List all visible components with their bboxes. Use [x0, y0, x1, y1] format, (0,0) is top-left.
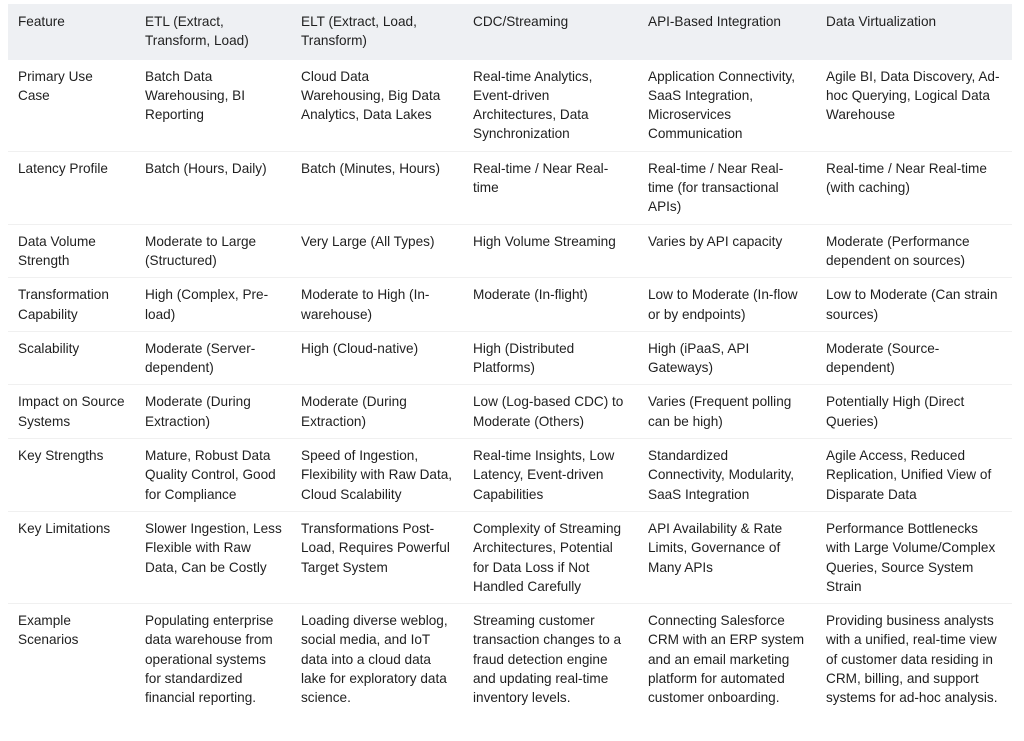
cell-elt: Speed of Ingestion, Flexibility with Raw Data, Cloud Scalability	[301, 448, 453, 502]
cell-etl: Batch Data Warehousing, BI Reporting	[145, 68, 245, 123]
table-row	[8, 60, 1012, 152]
cell-etl: Populating enterprise data warehouse from operational systems for standardized financial reporting.	[145, 613, 274, 706]
cell-etl: Mature, Robust Data Quality Control, Good for Compliance	[145, 448, 276, 502]
cell-api: High (iPaaS, API Gateways)	[648, 340, 750, 376]
table-header	[8, 4, 1012, 60]
comparison-table-container	[8, 4, 1012, 715]
cell-elt: Moderate (During Extraction)	[301, 394, 407, 429]
row-feature: Impact on Source Systems	[18, 394, 125, 429]
cell-cdc: Complexity of Streaming Architectures, Potential for Data Loss if Not Handled Carefully	[473, 520, 622, 594]
row-feature: Key Strengths	[18, 448, 104, 464]
cell-elt: Transformations Post-Load, Requires Powerful Target System	[301, 520, 450, 575]
cell-elt: Cloud Data Warehousing, Big Data Analytics, Data Lakes	[301, 68, 441, 123]
row-feature: Example Scenarios	[18, 613, 79, 648]
cell-virtualization: Moderate (Performance dependent on sources)	[826, 233, 970, 268]
cell-cdc: High Volume Streaming	[473, 233, 616, 249]
table-row	[8, 151, 1012, 224]
table-row	[8, 385, 1012, 439]
cell-virtualization: Real-time / Near Real-time (with caching)	[826, 160, 987, 196]
cell-cdc: Moderate (In-flight)	[473, 287, 588, 303]
integration-comparison-table	[8, 4, 1012, 715]
cell-cdc: Real-time Insights, Low Latency, Event-driven Capabilities	[473, 448, 615, 502]
cell-etl: Moderate (During Extraction)	[145, 394, 251, 429]
table-row	[8, 439, 1012, 512]
header-elt: ELT (Extract, Load, Transform)	[301, 14, 417, 49]
cell-cdc: Low (Log-based CDC) to Moderate (Others)	[473, 394, 624, 429]
header-api-integration: API-Based Integration	[648, 14, 781, 29]
cell-virtualization: Potentially High (Direct Queries)	[826, 394, 965, 429]
header-row	[8, 4, 1012, 60]
cell-virtualization: Moderate (Source-dependent)	[826, 340, 940, 376]
header-data-virtualization: Data Virtualization	[826, 14, 937, 29]
cell-api: Low to Moderate (In-flow or by endpoints)	[648, 287, 798, 322]
cell-etl: Moderate to Large (Structured)	[145, 233, 257, 268]
table-row	[8, 224, 1012, 278]
cell-virtualization: Agile BI, Data Discovery, Ad-hoc Querying, Logical Data Warehouse	[826, 68, 1000, 123]
cell-cdc: Real-time Analytics, Event-driven Architectures, Data Synchronization	[473, 68, 593, 142]
cell-api: Standardized Connectivity, Modularity, SaaS Integration	[648, 448, 795, 502]
cell-elt: Batch (Minutes, Hours)	[301, 160, 441, 176]
table-row	[8, 604, 1012, 715]
header-etl: ETL (Extract, Transform, Load)	[145, 14, 249, 49]
row-feature: Data Volume Strength	[18, 233, 96, 268]
header-cdc-streaming: CDC/Streaming	[473, 14, 569, 29]
row-feature: Transformation Capability	[18, 287, 109, 322]
cell-cdc: Streaming customer transaction changes to a fraud detection engine and updating real-time inventory levels.	[473, 613, 622, 706]
cell-cdc: High (Distributed Platforms)	[473, 340, 575, 376]
cell-api: Varies by API capacity	[648, 233, 783, 249]
cell-api: Real-time / Near Real-time (for transactional APIs)	[648, 160, 784, 215]
cell-api: Connecting Salesforce CRM with an ERP system and an email marketing platform for automated customer onboarding.	[648, 613, 805, 706]
table-body	[8, 60, 1012, 715]
cell-elt: High (Cloud-native)	[301, 340, 419, 356]
cell-etl: High (Complex, Pre-load)	[145, 287, 269, 322]
cell-elt: Loading diverse weblog, social media, and IoT data into a cloud data lake for exploratory data science.	[301, 613, 448, 706]
cell-api: API Availability & Rate Limits, Governance of Many APIs	[648, 520, 783, 575]
header-feature: Feature	[18, 14, 65, 29]
cell-virtualization: Agile Access, Reduced Replication, Unified View of Disparate Data	[826, 448, 992, 502]
row-feature: Primary Use Case	[18, 68, 93, 103]
cell-api: Application Connectivity, SaaS Integration, Microservices Communication	[648, 68, 796, 142]
cell-elt: Very Large (All Types)	[301, 233, 435, 249]
cell-elt: Moderate to High (In-warehouse)	[301, 287, 430, 322]
row-feature: Latency Profile	[18, 160, 108, 176]
cell-virtualization: Providing business analysts with a unified, real-time view of customer data residing in CRM, billing, and support systems for ad-hoc analysis.	[826, 613, 998, 706]
row-feature: Key Limitations	[18, 520, 111, 536]
cell-api: Varies (Frequent polling can be high)	[648, 394, 792, 429]
cell-etl: Slower Ingestion, Less Flexible with Raw Data, Can be Costly	[145, 520, 282, 575]
cell-virtualization: Performance Bottlenecks with Large Volume/Complex Queries, Source System Strain	[826, 520, 996, 594]
cell-etl: Moderate (Server-dependent)	[145, 340, 256, 376]
cell-cdc: Real-time / Near Real-time	[473, 160, 609, 196]
table-row	[8, 511, 1012, 603]
row-feature: Scalability	[18, 340, 80, 356]
cell-virtualization: Low to Moderate (Can strain sources)	[826, 287, 998, 322]
table-row	[8, 331, 1012, 385]
table-row	[8, 278, 1012, 332]
cell-etl: Batch (Hours, Daily)	[145, 160, 267, 176]
